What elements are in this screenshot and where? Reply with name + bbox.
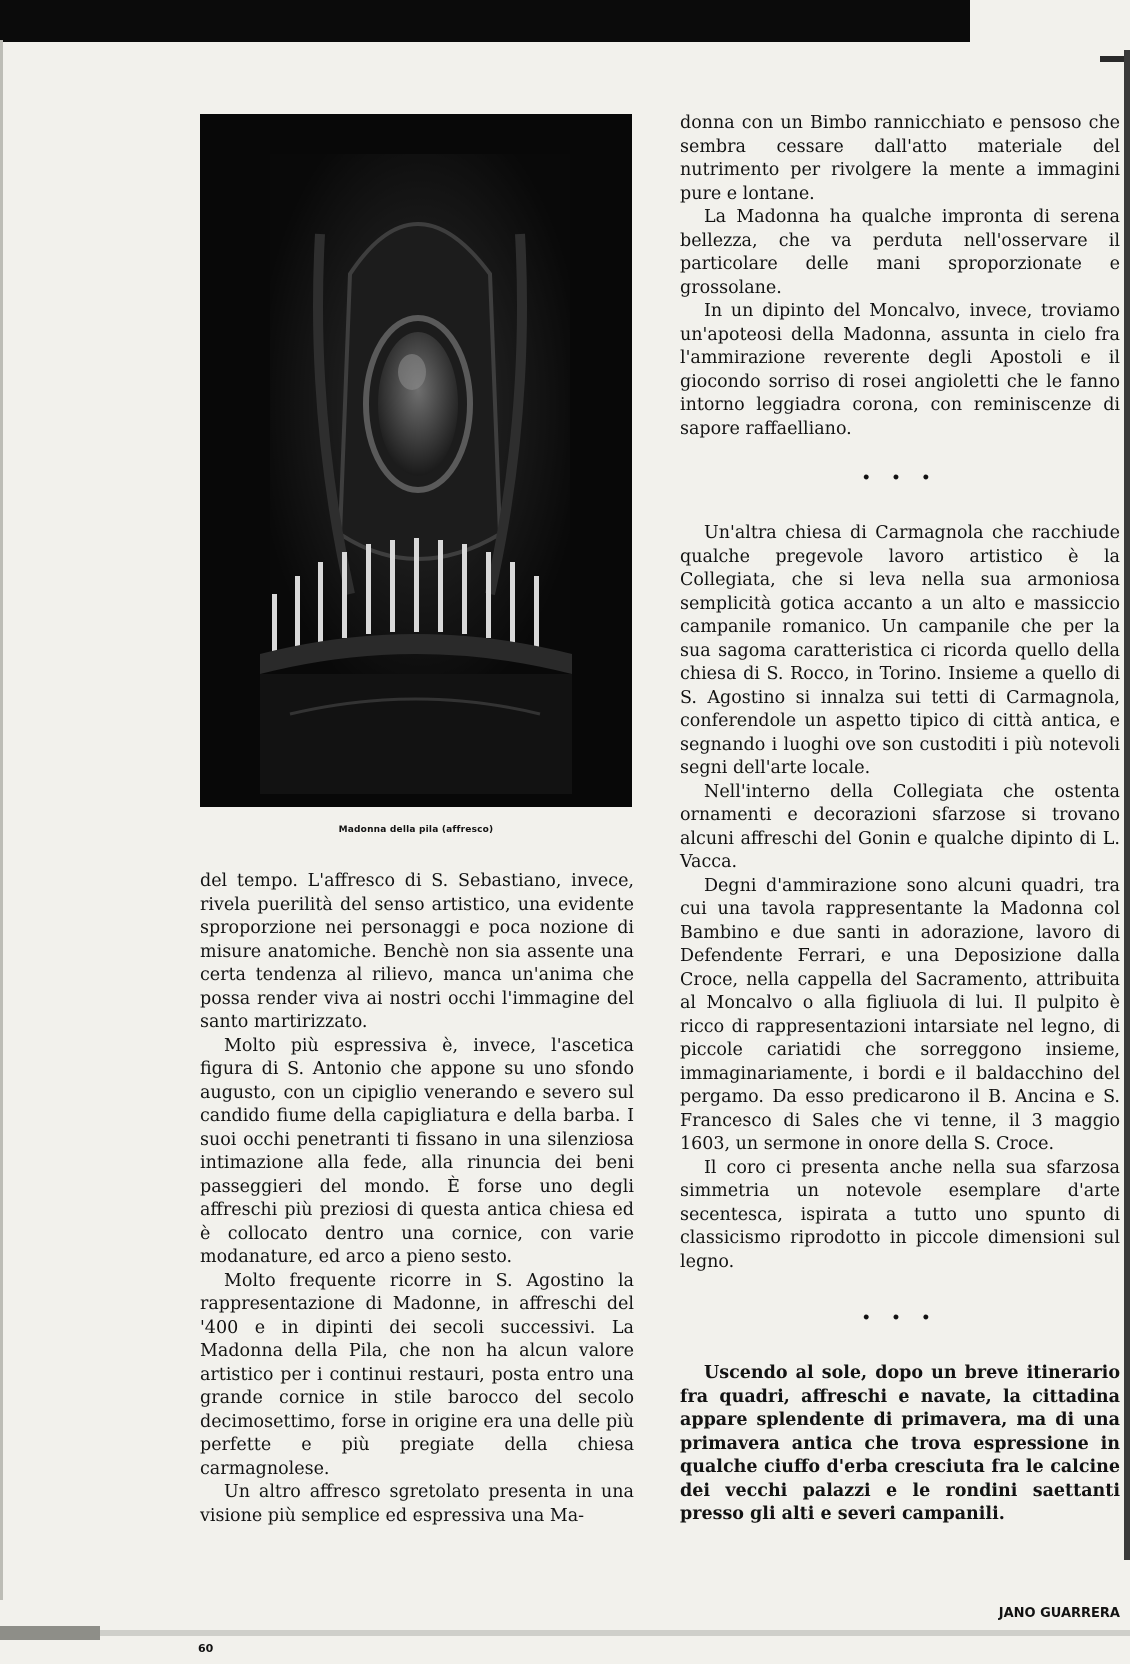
right-column-middle-text [680, 522, 1120, 1274]
top-black-bar [0, 0, 970, 42]
bottom-edge-line [100, 1630, 1130, 1636]
photo-caption: Madonna della pila (affresco) [338, 825, 494, 835]
paragraph: Molto frequente ricorre in S. Agostino la rappresentazione di Madonne, in affreschi del '400 e in dipinti dei secoli successivi. La Madonna della Pila, che non ha alcun valore artistico per i continui restauri, posta entro una grande cornice in stile barocco del secolo decimosettimo, forse in origine era una delle più perfette e più pregiate della chiesa carmagnolese. [200, 1270, 634, 1479]
left-page-edge [0, 40, 3, 1600]
left-column-text [200, 870, 634, 1528]
paragraph: In un dipinto del Moncalvo, invece, troviamo un'apoteosi della Madonna, assunta in cielo fra l'ammirazione reverente degli Apostoli e il giocondo sorriso di rosei angioletti che le fanno intorno leggiadra corona, con reminiscenze di sapore raffaelliano. [680, 301, 1120, 439]
right-column-bottom-text [680, 1362, 1120, 1527]
paragraph: donna con un Bimbo rannicchiato e pensoso che sembra cessare dall'atto materiale del nutrimento per rivolgere la mente a immagini pure e lontane. [680, 113, 1120, 204]
right-column-top-text [680, 112, 1120, 441]
paragraph: Nell'interno della Collegiata che ostenta ornamenti e decorazioni sfarzose si trovano alcuni affreschi del Gonin e qualche dipinto di L. Vacca. [680, 781, 1120, 872]
section-separator: • • • [861, 1310, 939, 1326]
paragraph: Degni d'ammirazione sono alcuni quadri, tra cui una tavola rappresentante la Madonna col Bambino e due santi in adorazione, lavoro di Defendente Ferrari, e una Deposizione dalla Croce, nella cappella del Sacramento, attribuita al Moncalvo o alla figliuola di lui. Il pulpito è ricco di rappresentazioni intarsiate nel legno, di piccole cariatidi che sorreggono insieme, immaginariamente, i bordi e il baldacchino del pergamo. Da esso predicarono il B. Ancina e S. Francesco di Sales che vi tenne, il 3 maggio 1603, un sermone in onore della S. Croce. [680, 875, 1120, 1154]
paragraph: Un altro affresco sgretolato presenta in una visione più semplice ed espressiva una Ma- [200, 1482, 634, 1526]
paragraph: Un'altra chiesa di Carmagnola che racchiude qualche pregevole lavoro artistico è la Collegiata, che si leva nella sua armoniosa semplicità gotica accanto a un alto e massiccio campanile romanico. Un campanile che per la sua sagoma caratteristica ci ricorda quello della chiesa di S. Rocco, in Torino. Insieme a quello di S. Agostino si innalza sui tetti di Carmagnola, conferendole un aspetto tipico di città antica, e segnando i luoghi ove son custoditi i più notevoli segni dell'arte locale. [680, 523, 1120, 778]
paragraph: Uscendo al sole, dopo un breve itinerario fra quadri, affreschi e navate, la cittadina appare splendente di primavera, ma di una primavera antica che trova espressione in qualche ciuffo d'erba cresciuta fra le calcine dei vecchi palazzi e le rondini saettanti presso gli alti e severi campanili. [680, 1363, 1120, 1524]
bottom-edge-shadow [0, 1626, 100, 1640]
author-signature: JANO GUARRERA [998, 1606, 1120, 1621]
paragraph: Molto più espressiva è, invece, l'ascetica figura di S. Antonio che appone su uno sfondo augusto, con un cipiglio venerando e severo sul candido fiume della capigliatura e della barba. I suoi occhi penetranti ti fissano in una silenziosa intimazione alla fede, alla rinuncia dei beni passeggieri del mondo. È forse uno degli affreschi più preziosi di questa antica chiesa ed è collocato dentro una cornice, con varie modanature, ed arco a pieno sesto. [200, 1035, 634, 1267]
madonna-photo [200, 114, 632, 807]
paragraph: del tempo. L'affresco di S. Sebastiano, invece, rivela puerilità del senso artistico, una evidente sproporzione nei personaggi e poca nozione di misure anatomiche. Benchè non sia assente una certa tendenza al rilievo, manca un'anima che possa render viva ai nostri occhi l'immagine del santo martirizzato. [200, 871, 634, 1032]
page-number: 60 [198, 1642, 214, 1655]
paragraph: Il coro ci presenta anche nella sua sfarzosa simmetria un notevole esemplare d'arte secentesca, ispirata a tutto uno spunto di classicismo riprodotto in piccole dimensioni sul legno. [680, 1157, 1120, 1272]
paragraph: La Madonna ha qualche impronta di serena bellezza, che va perduta nell'osservare il particolare delle mani sproporzionate e grossolane. [680, 207, 1120, 298]
right-page-edge [1124, 50, 1130, 1560]
section-separator: • • • [861, 470, 939, 486]
